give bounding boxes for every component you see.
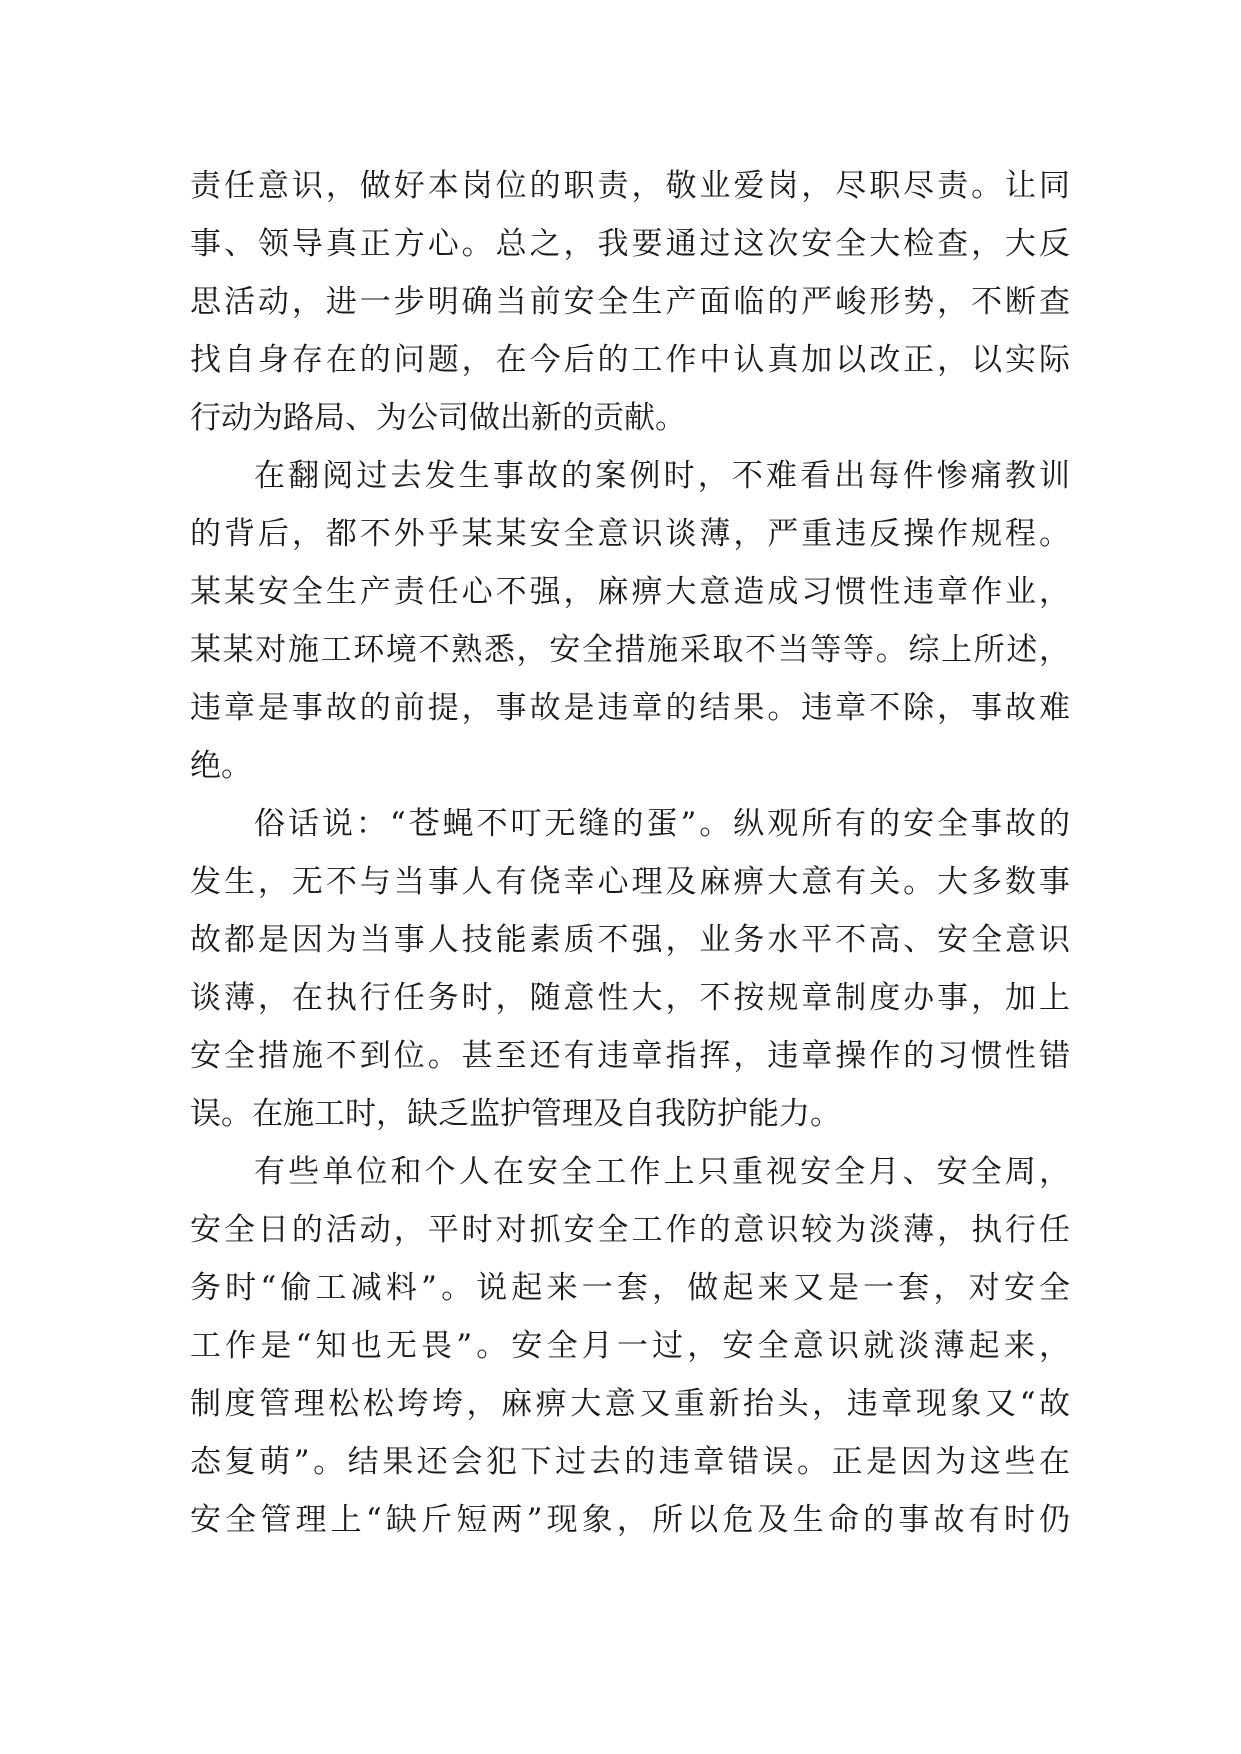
text-line: 误。在施工时，缺乏监护管理及自我防护能力。 bbox=[190, 1096, 841, 1132]
text-line: 事、领导真正方心。总之，我要通过这次安全大检查，大反 bbox=[190, 226, 1070, 262]
text-line: 工作是“知也无畏”。安全月一过，安全意识就淡薄起来， bbox=[190, 1328, 1070, 1364]
text-line: 某某对施工环境不熟悉，安全措施采取不当等等。综上所述， bbox=[190, 632, 1070, 668]
text-line: 行动为路局、为公司做出新的贡献。 bbox=[190, 400, 686, 436]
text-line: 思活动，进一步明确当前安全生产面临的严峻形势，不断查 bbox=[190, 284, 1070, 320]
text-line: 责任意识，做好本岗位的职责，敬业爱岗，尽职尽责。让同 bbox=[190, 168, 1070, 204]
text-line: 安全管理上“缺斤短两”现象，所以危及生命的事故有时仍 bbox=[190, 1502, 1070, 1538]
text-line: 在翻阅过去发生事故的案例时，不难看出每件惨痛教训 bbox=[254, 458, 1070, 494]
text-line: 制度管理松松垮垮，麻痹大意又重新抬头，违章现象又“故 bbox=[190, 1386, 1070, 1422]
document-body bbox=[190, 157, 1070, 1549]
text-line: 绝。 bbox=[190, 748, 252, 784]
text-line: 某某安全生产责任心不强，麻痹大意造成习惯性违章作业， bbox=[190, 574, 1070, 610]
paragraph-4 bbox=[190, 1143, 1070, 1549]
paragraph-2 bbox=[190, 447, 1070, 795]
text-line: 安全日的活动，平时对抓安全工作的意识较为淡薄，执行任 bbox=[190, 1212, 1070, 1248]
text-line: 态复萌”。结果还会犯下过去的违章错误。正是因为这些在 bbox=[190, 1444, 1070, 1480]
text-line: 务时“偷工减料”。说起来一套，做起来又是一套，对安全 bbox=[190, 1270, 1070, 1306]
text-line: 的背后，都不外乎某某安全意识谈薄，严重违反操作规程。 bbox=[190, 516, 1070, 552]
text-line: 发生，无不与当事人有侥幸心理及麻痹大意有关。大多数事 bbox=[190, 864, 1070, 900]
text-line: 谈薄，在执行任务时，随意性大，不按规章制度办事，加上 bbox=[190, 980, 1070, 1016]
text-line: 安全措施不到位。甚至还有违章指挥，违章操作的习惯性错 bbox=[190, 1038, 1070, 1074]
paragraph-3 bbox=[190, 795, 1070, 1143]
paragraph-1 bbox=[190, 157, 1070, 447]
text-line: 有些单位和个人在安全工作上只重视安全月、安全周， bbox=[254, 1154, 1070, 1190]
text-line: 违章是事故的前提，事故是违章的结果。违章不除，事故难 bbox=[190, 690, 1070, 726]
text-line: 故都是因为当事人技能素质不强，业务水平不高、安全意识 bbox=[190, 922, 1070, 958]
text-line: 找自身存在的问题，在今后的工作中认真加以改正，以实际 bbox=[190, 342, 1070, 378]
text-line: 俗话说：“苍蝇不叮无缝的蛋”。纵观所有的安全事故的 bbox=[254, 806, 1070, 842]
